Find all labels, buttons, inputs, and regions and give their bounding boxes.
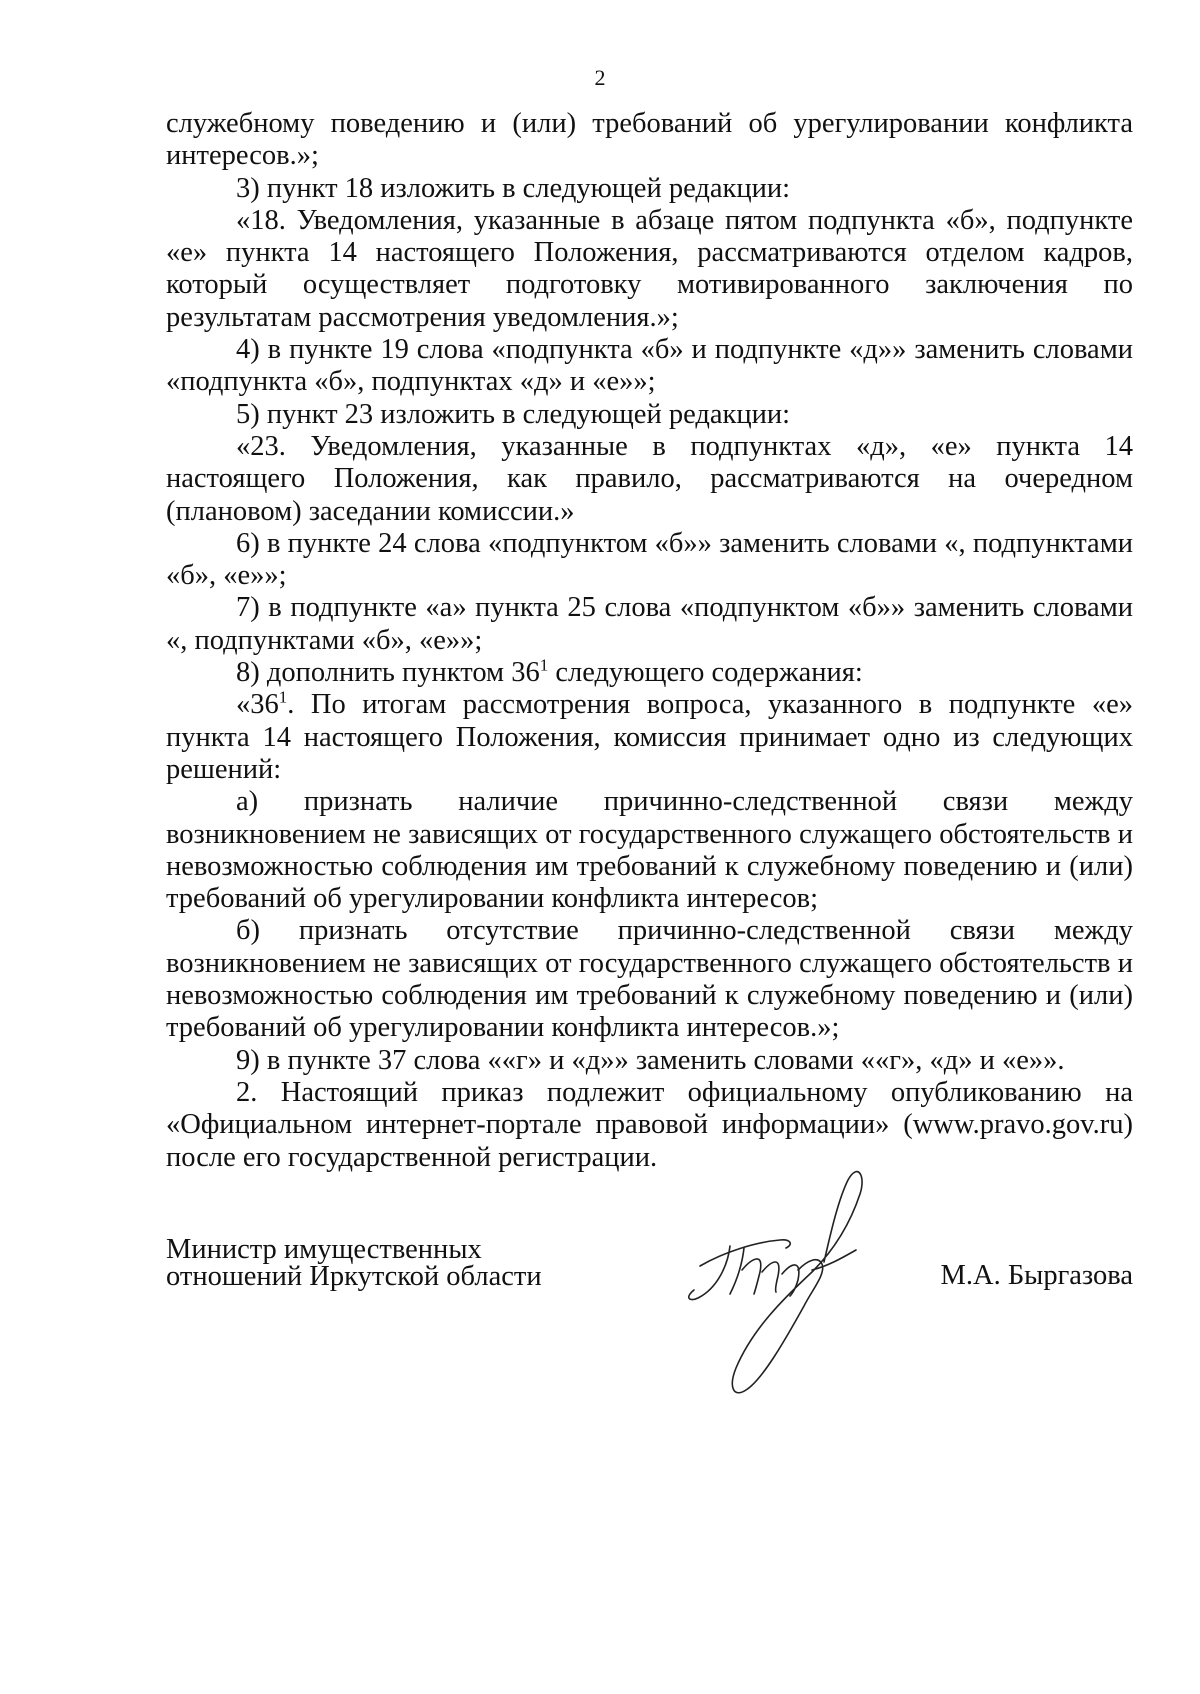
paragraph-item-8 xyxy=(166,657,1133,689)
signature-stroke xyxy=(762,1262,779,1292)
paragraph-item-7: 7) в подпункте «а» пункта 25 слова «подпунктом «б»» заменить словами «, подпунктами «б», «е»»; xyxy=(166,592,1133,656)
signature-stroke xyxy=(782,1265,799,1296)
paragraph-continuation: служебному поведению и (или) требований об урегулировании конфликта интересов.»; xyxy=(166,108,1133,172)
paragraph-quote-36-1-lead: «36 xyxy=(236,689,279,721)
handwritten-signature xyxy=(672,1140,912,1400)
document-body xyxy=(166,108,1133,1174)
signatory-position-line1: Министр имущественных xyxy=(166,1234,482,1265)
superscript-index: 1 xyxy=(278,687,288,707)
superscript-index: 1 xyxy=(539,655,549,675)
paragraph-item-6: 6) в пункте 24 слова «подпунктом «б»» заменить словами «, подпунктами «б», «е»»; xyxy=(166,527,1133,592)
paragraph-item-9: 9) в пункте 37 слова ««г» и «д»» заменить словами ««г», «д» и «е»». xyxy=(236,1044,1065,1076)
paragraph-quote-36-1 xyxy=(166,689,1133,786)
signatory-position-line2: отношений Иркутской области xyxy=(166,1261,542,1292)
signature-block xyxy=(166,1236,1133,1386)
paragraph-subitem-b: б) признать отсутствие причинно-следственной связи между возникновением не зависящих от государственного служащего обстоятельств и невозможностью соблюдения им требований к служебному поведению и (или) требований об урегулировании конфликта интересов.»; xyxy=(166,915,1133,1044)
signatory-name: М.А. Быргазова xyxy=(940,1260,1133,1291)
paragraph-item-3: 3) пункт 18 изложить в следующей редакции: xyxy=(236,172,791,204)
paragraph-item-5: 5) пункт 23 изложить в следующей редакции: xyxy=(236,398,791,430)
paragraph-quote-18: «18. Уведомления, указанные в абзаце пятом подпункта «б», подпункте «е» пункта 14 настоящего Положения, рассматриваются отделом кадров, который осуществляет подготовку мотивированного заключения по результатам рассмотрения уведомления.»; xyxy=(166,204,1133,333)
paragraph-subitem-a: а) признать наличие причинно-следственной связи между возникновением не зависящих от государственного служащего обстоятельств и невозможностью соблюдения им требований к служебному поведению и (или) требований об урегулировании конфликта интересов; xyxy=(166,786,1133,915)
paragraph-quote-23: «23. Уведомления, указанные в подпунктах «д», «е» пункта 14 настоящего Положения, как правило, рассматриваются на очередном (плановом) заседании комиссии.» xyxy=(166,430,1133,527)
page-number: 2 xyxy=(594,65,606,90)
signature-stroke xyxy=(742,1259,761,1294)
paragraph-publication: 2. Настоящий приказ подлежит официальному опубликованию на «Официальном интернет-портале правовой информации» (www.pravo.gov.ru) после его государственной регистрации. xyxy=(166,1076,1133,1173)
paragraph-quote-36-1-tail: . По итогам рассмотрения вопроса, указанного в подпункте «е» пункта 14 настоящего Положения, комиссия принимает одно из следующих решений: xyxy=(166,689,1133,785)
paragraph-item-8-tail: следующего содержания: xyxy=(548,657,863,689)
paragraph-item-8-lead: 8) дополнить пунктом 36 xyxy=(236,657,540,689)
signatory-position xyxy=(166,1236,542,1290)
paragraph-item-4: 4) в пункте 19 слова «подпункта «б» и подпункте «д»» заменить словами «подпункта «б», подпунктах «д» и «е»»; xyxy=(166,334,1133,398)
signature-stroke xyxy=(730,1248,744,1294)
